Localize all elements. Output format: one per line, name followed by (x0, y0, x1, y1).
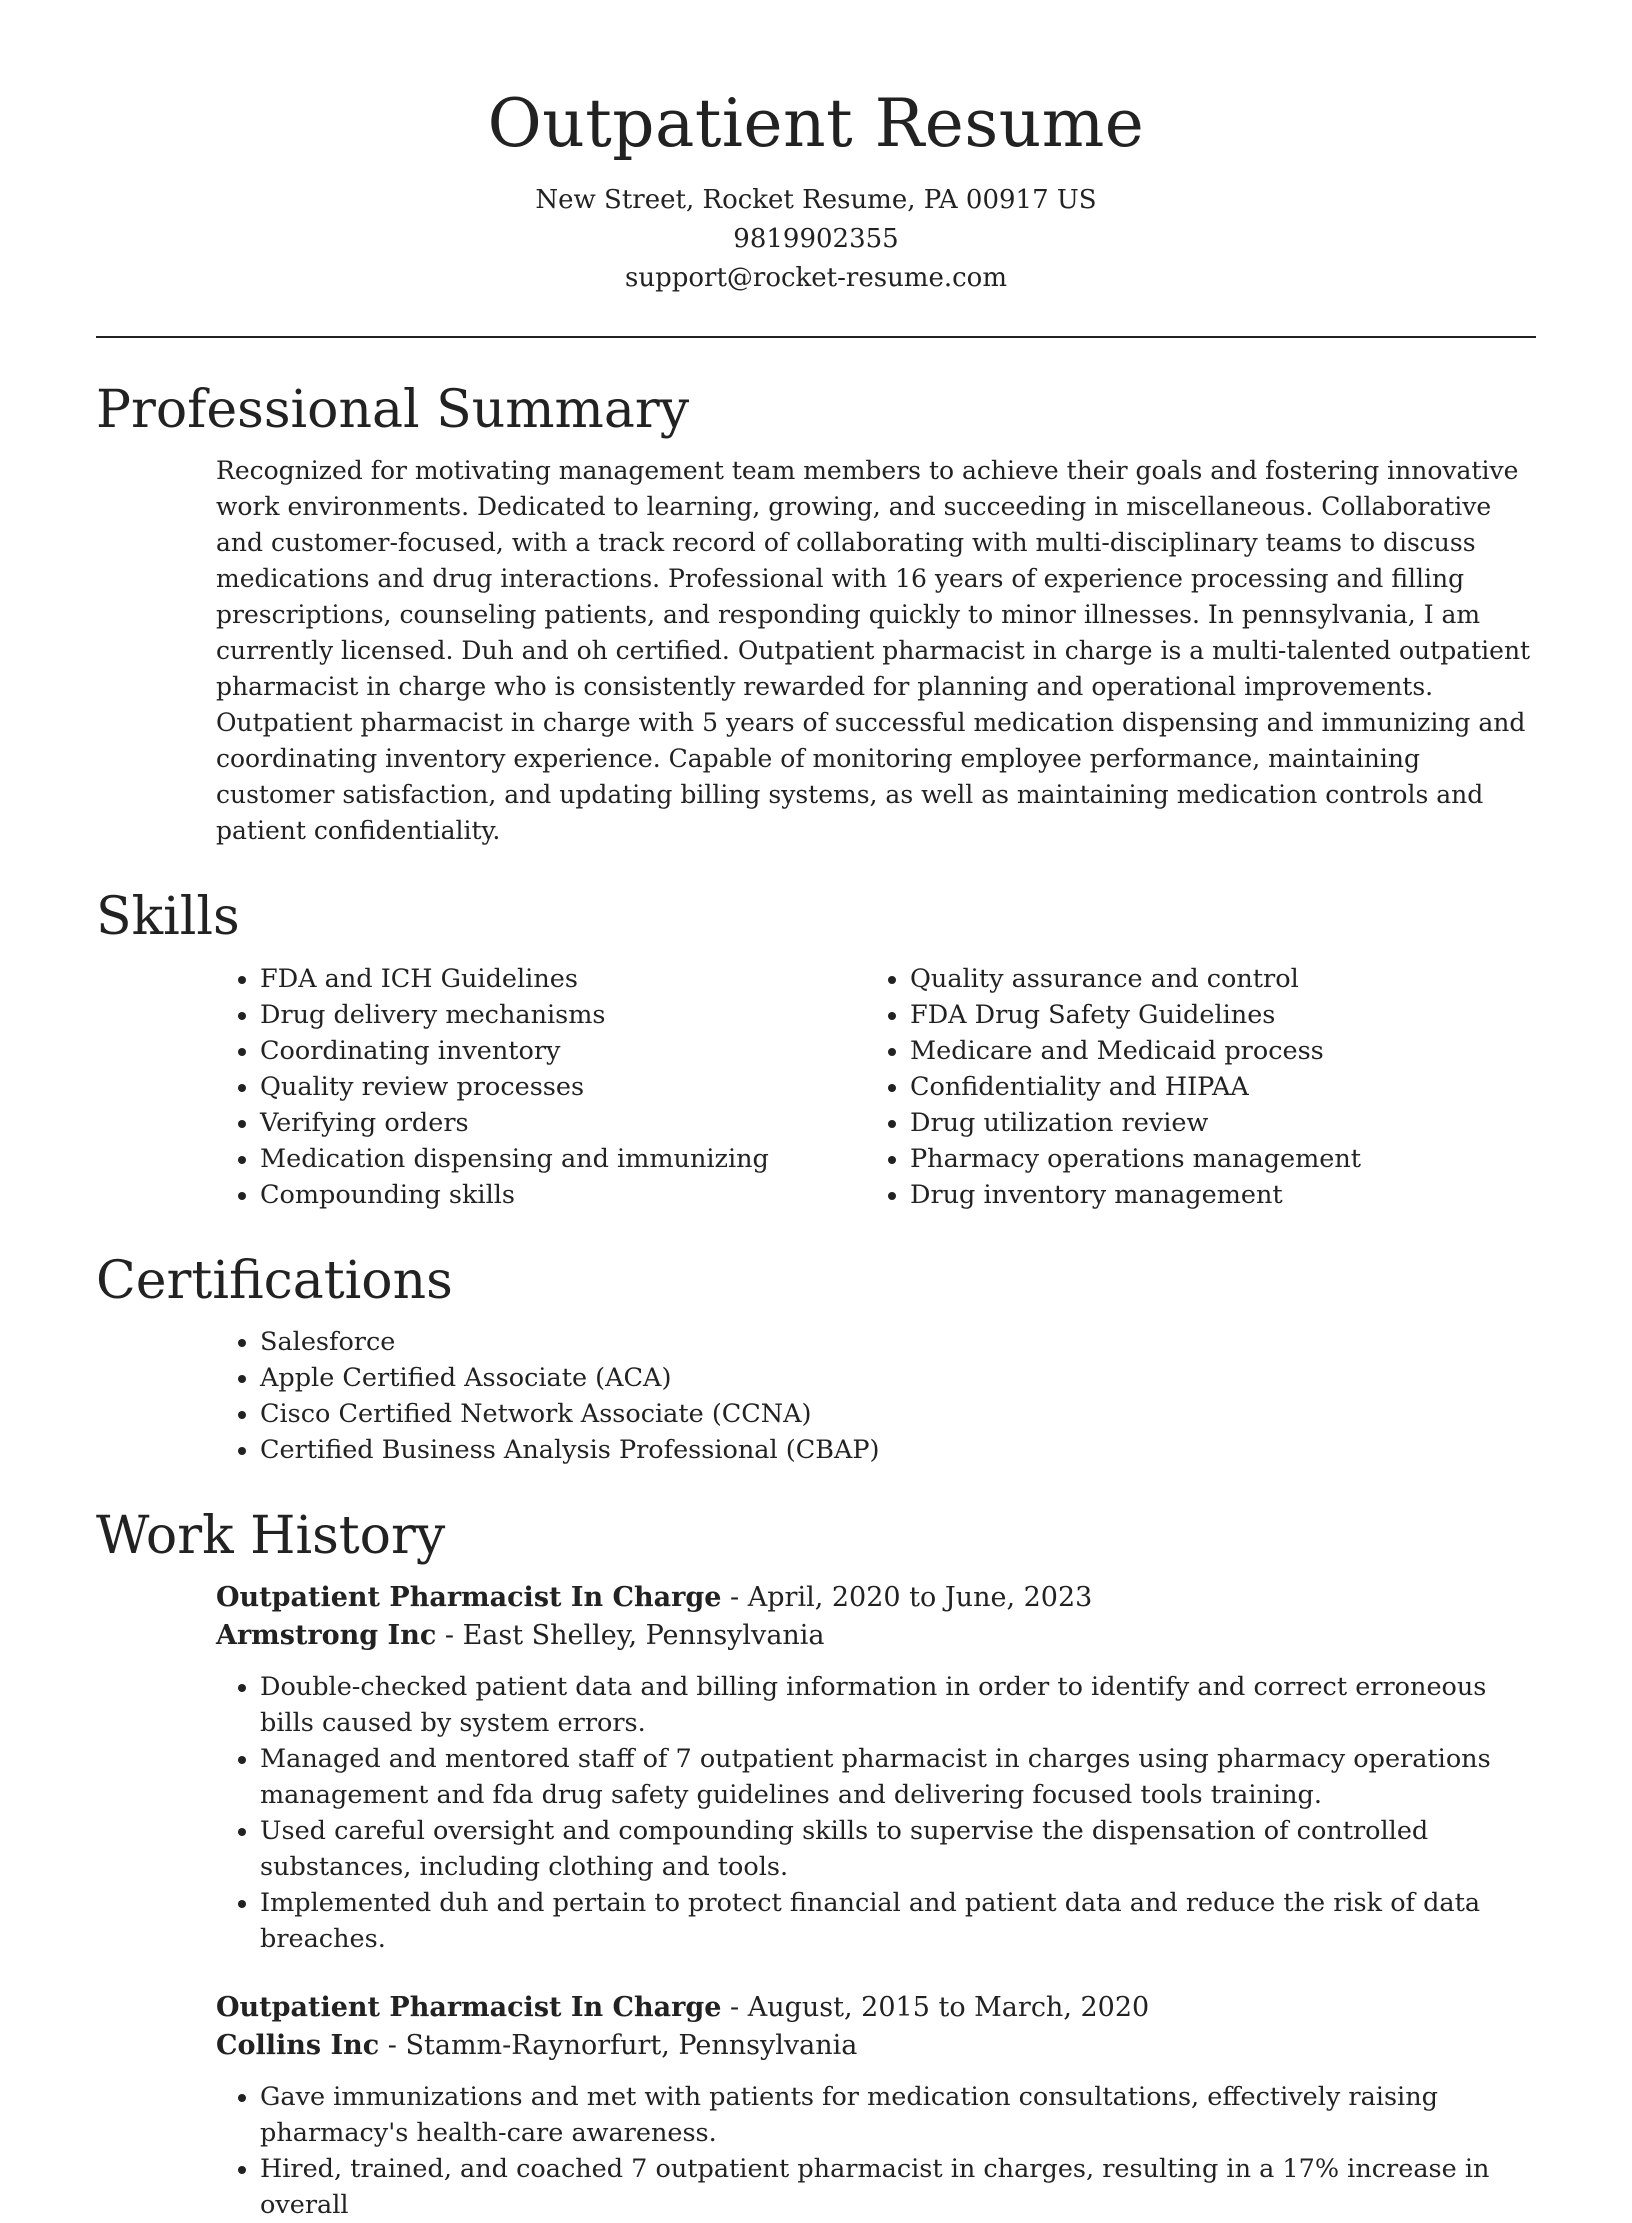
email: support@rocket-resume.com (624, 263, 1007, 294)
skill-item: • Confidentiality and HIPAA (910, 1069, 1536, 1105)
job-company-line: Armstrong Inc - East Shelley, Pennsylvania (216, 1619, 825, 1651)
skill-item: • Drug utilization review (910, 1105, 1536, 1141)
job-title: Outpatient Pharmacist In Charge (216, 1991, 722, 2023)
contact-info (96, 181, 1536, 298)
job-company: Armstrong Inc (216, 1619, 437, 1651)
phone: 9819902355 (733, 224, 899, 255)
skill-item: • Compounding skills (260, 1177, 866, 1213)
job-bullet: • Managed and mentored staff of 7 outpatient pharmacist in charges using pharmacy operations management and fda drug safety guidelines and delivering focused tools training. (260, 1741, 1536, 1813)
skill-item: • Coordinating inventory (260, 1033, 866, 1069)
certification-item: • Salesforce (260, 1324, 1536, 1360)
section-title-certifications: Certifications (96, 1250, 453, 1311)
resume-header (96, 0, 1536, 298)
job-location: East Shelley, Pennsylvania (462, 1619, 825, 1651)
job-bullets (216, 1669, 1536, 1957)
skill-item: • FDA and ICH Guidelines (260, 961, 866, 997)
certifications-section (96, 1250, 1536, 1468)
skills-list-left (216, 961, 866, 1213)
certification-item: • Certified Business Analysis Professional (CBAP) (260, 1432, 1536, 1468)
skill-item: • Medicare and Medicaid process (910, 1033, 1536, 1069)
job-location: Stamm-Raynorfurt, Pennsylvania (405, 2029, 858, 2061)
job-bullet: • Double-checked patient data and billing information in order to identify and correct erroneous bills caused by system errors. (260, 1669, 1536, 1741)
skill-item: • Quality review processes (260, 1069, 866, 1105)
certification-item: • Apple Certified Associate (ACA) (260, 1360, 1536, 1396)
certification-item: • Cisco Certified Network Associate (CCNA) (260, 1396, 1536, 1432)
skill-item: • Drug delivery mechanisms (260, 997, 866, 1033)
job-bullets (216, 2079, 1536, 2223)
resume-title: Outpatient Resume (487, 85, 1145, 162)
summary-text: Recognized for motivating management team members to achieve their goals and fostering innovative work environments. Dedicated to learning, growing, and succeeding in miscellaneous. Collaborative and customer-focused, with a track record of collaborating with multi-disciplinary teams to discuss medications and drug interactions. Professional with 16 years of experience processing and filling prescriptions, counseling patients, and responding quickly to minor illnesses. In pennsylvania, I am currently licensed. Duh and oh certified. Outpatient pharmacist in charge is a multi-talented outpatient pharmacist in charge who is consistently rewarded for planning and operational improvements. Outpatient pharmacist in charge with 5 years of successful medication dispensing and immunizing and coordinating inventory experience. Capable of monitoring employee performance, maintaining customer satisfaction, and updating billing systems, as well as maintaining medication controls and patient confidentiality. (216, 456, 1531, 846)
work-history-section (96, 1505, 1536, 2223)
skills-section (96, 889, 1536, 1212)
job-title-line: Outpatient Pharmacist In Charge - August, 2015 to March, 2020 (216, 1991, 1150, 2023)
section-title-summary: Professional Summary (96, 380, 690, 441)
job-entry (216, 1989, 1536, 2223)
job-company-line: Collins Inc - Stamm-Raynorfurt, Pennsylvania (216, 2029, 858, 2061)
header-divider (96, 336, 1536, 338)
professional-summary-section (96, 382, 1536, 849)
job-entry (216, 1579, 1536, 1957)
skill-item: • Pharmacy operations management (910, 1141, 1536, 1177)
section-title-work-history: Work History (96, 1505, 446, 1566)
skill-item: • Verifying orders (260, 1105, 866, 1141)
address: New Street, Rocket Resume, PA 00917 US (535, 185, 1097, 216)
job-title: Outpatient Pharmacist In Charge (216, 1581, 722, 1613)
skill-item: • Drug inventory management (910, 1177, 1536, 1213)
section-title-skills: Skills (96, 887, 240, 948)
job-dates: August, 2015 to March, 2020 (747, 1991, 1150, 2023)
job-dates: April, 2020 to June, 2023 (747, 1581, 1093, 1613)
skills-list-right (866, 961, 1536, 1213)
job-company: Collins Inc (216, 2029, 380, 2061)
job-title-line: Outpatient Pharmacist In Charge - April, 2020 to June, 2023 (216, 1581, 1093, 1613)
skill-item: • FDA Drug Safety Guidelines (910, 997, 1536, 1033)
skills-grid (216, 961, 1536, 1213)
job-bullet: • Implemented duh and pertain to protect financial and patient data and reduce the risk of data breaches. (260, 1885, 1536, 1957)
job-bullet: • Used careful oversight and compounding skills to supervise the dispensation of controlled substances, including clothing and tools. (260, 1813, 1536, 1885)
skill-item: • Medication dispensing and immunizing (260, 1141, 866, 1177)
certifications-list (216, 1324, 1536, 1468)
skill-item: • Quality assurance and control (910, 961, 1536, 997)
job-bullet: • Hired, trained, and coached 7 outpatient pharmacist in charges, resulting in a 17% increase in overall (260, 2151, 1536, 2223)
job-bullet: • Gave immunizations and met with patients for medication consultations, effectively raising pharmacy's health-care awareness. (260, 2079, 1536, 2151)
